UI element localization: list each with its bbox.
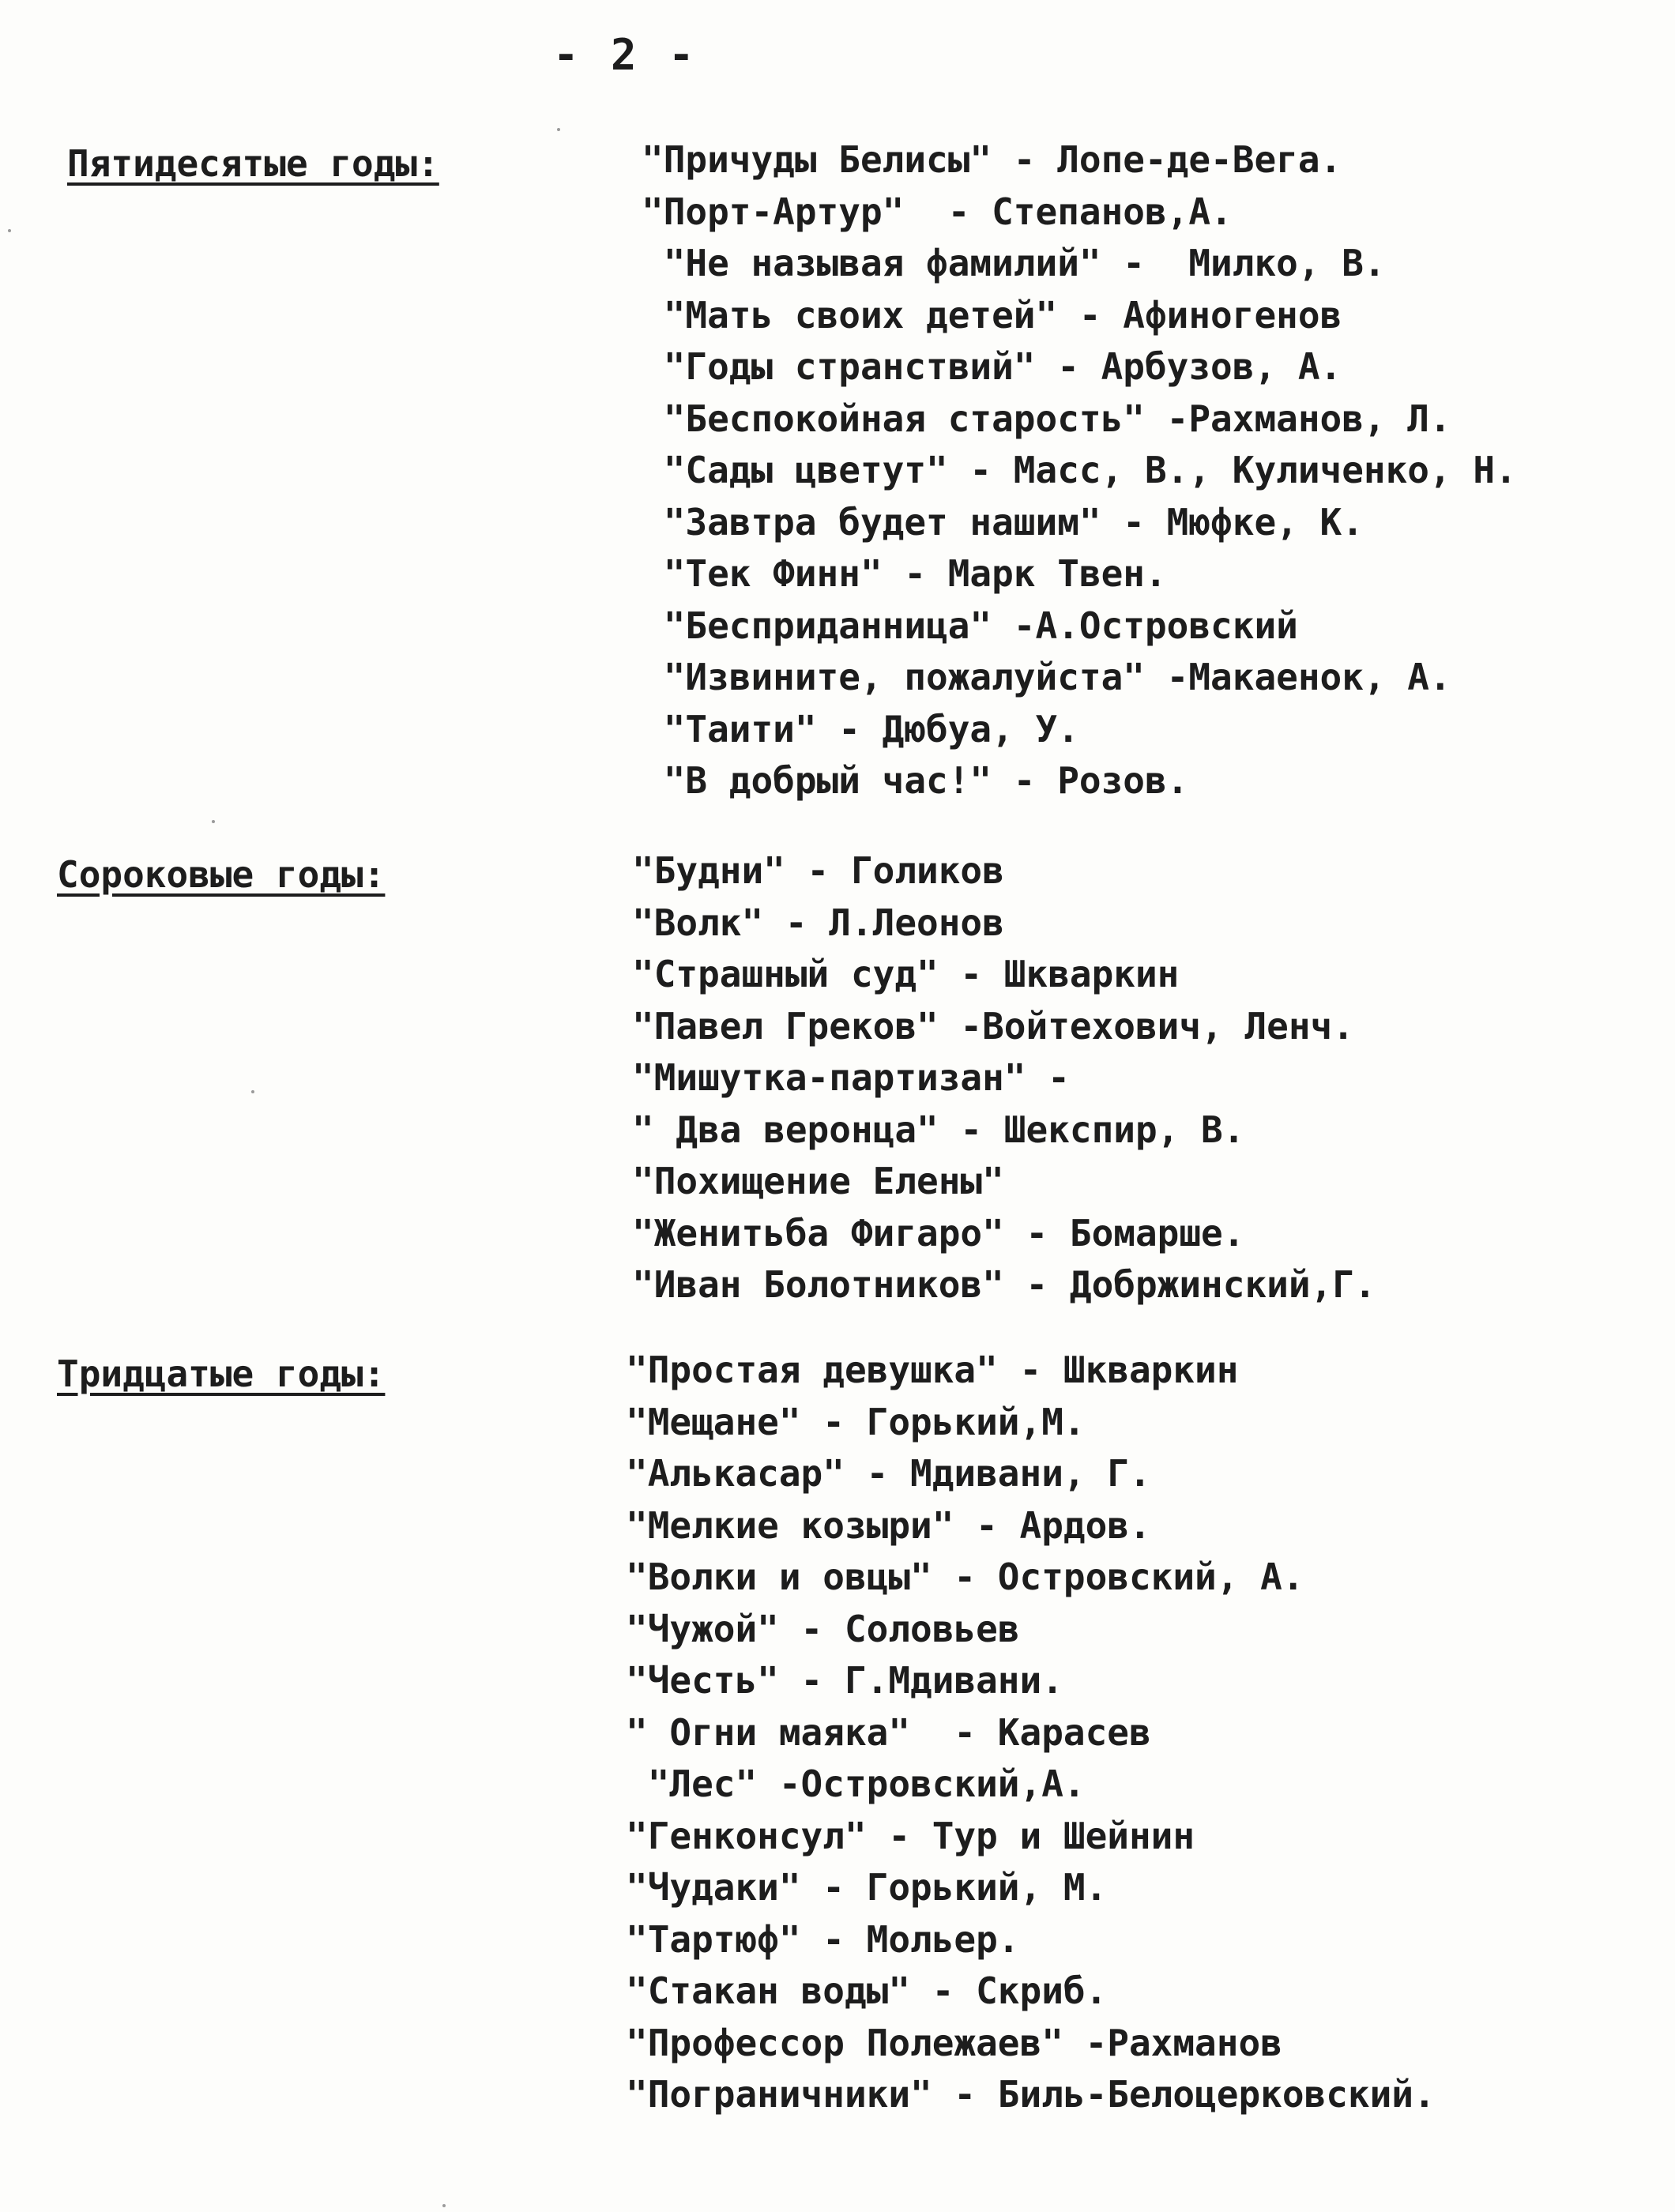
play-entry: " Два веронца" - Шекспир, В. xyxy=(632,1108,1245,1151)
play-entry: "Завтра будет нашим" - Мюфке, К. xyxy=(642,500,1364,544)
play-entry: " Огни маяка" - Карасев xyxy=(626,1710,1151,1754)
play-entry: "Чужой" - Соловьев xyxy=(626,1607,1020,1650)
section-heading: Пятидесятые годы: xyxy=(67,142,439,185)
play-list xyxy=(632,845,1376,1311)
paper-speck xyxy=(8,229,11,232)
play-entry: "Извините, пожалуйста" -Макаенок, А. xyxy=(642,656,1451,698)
paper-speck xyxy=(442,2204,446,2207)
play-entry: "Чудаки" - Горький, М. xyxy=(626,1866,1108,1909)
play-entry: "Сады цветут" - Масс, В., Куличенко, Н. xyxy=(642,449,1517,491)
play-entry: "Волк" - Л.Леонов xyxy=(632,901,1004,944)
play-entry: "Мещане" - Горький,М. xyxy=(626,1400,1086,1443)
play-entry: "Простая девушка" - Шкваркин xyxy=(626,1349,1239,1391)
play-entry: "Павел Греков" -Войтехович, Ленч. xyxy=(632,1004,1354,1048)
play-entry: "Алькасар" - Мдивани, Г. xyxy=(626,1452,1151,1495)
play-entry: "Пограничники" - Биль-Белоцерковский. xyxy=(626,2073,1436,2116)
paper-speck xyxy=(557,128,560,131)
play-entry: "Генконсул" - Тур и Шейнин xyxy=(626,1814,1195,1857)
section-heading: Тридцатые годы: xyxy=(57,1352,386,1395)
play-entry: "Тек Финн" - Марк Твен. xyxy=(642,552,1167,595)
play-entry: "Волки и овцы" - Островский, А. xyxy=(626,1556,1304,1598)
play-entry: "Профессор Полежаев" -Рахманов xyxy=(626,2021,1282,2064)
play-entry: "Мелкие козыри" - Ардов. xyxy=(626,1503,1151,1547)
play-entry: "Мать своих детей" - Афиногенов xyxy=(642,293,1342,337)
play-entry: "Мишутка-партизан" - xyxy=(632,1056,1070,1099)
play-entry: "Страшный суд" - Шкваркин xyxy=(632,953,1180,995)
play-entry: "Будни" - Голиков xyxy=(632,849,1004,892)
play-entry: "Порт-Артур" - Степанов,А. xyxy=(642,190,1233,233)
play-entry: "Причуды Белисы" - Лопе-де-Вега. xyxy=(642,138,1342,181)
play-entry: "Тартюф" - Мольер. xyxy=(626,1917,1020,1961)
play-entry: "Таити" - Дюбуа, У. xyxy=(642,707,1079,750)
play-entry: "Годы странствий" - Арбузов, А. xyxy=(642,345,1342,388)
play-entry: "Женитьба Фигаро" - Бомарше. xyxy=(632,1211,1245,1255)
play-list xyxy=(626,1345,1436,2121)
play-entry: "Беспокойная старость" -Рахманов, Л. xyxy=(642,397,1451,440)
section-heading: Сороковые годы: xyxy=(57,853,386,896)
play-entry: "Стакан воды" - Скриб. xyxy=(626,1969,1108,2012)
page-number: - 2 - xyxy=(553,30,698,80)
play-entry: "Лес" -Островский,А. xyxy=(626,1762,1086,1805)
play-entry: "Не называя фамилий" - Милко, В. xyxy=(642,242,1386,284)
play-entry: "Похищение Елены" xyxy=(632,1160,1004,1202)
paper-speck xyxy=(212,820,215,823)
play-entry: "Честь" - Г.Мдивани. xyxy=(626,1659,1063,1702)
play-entry: "Иван Болотников" - Добржинский,Г. xyxy=(632,1263,1376,1306)
play-entry: "В добрый час!" - Розов. xyxy=(642,759,1189,802)
play-list xyxy=(642,134,1517,807)
play-entry: "Бесприданница" -А.Островский xyxy=(642,604,1298,647)
paper-speck xyxy=(251,1090,254,1093)
